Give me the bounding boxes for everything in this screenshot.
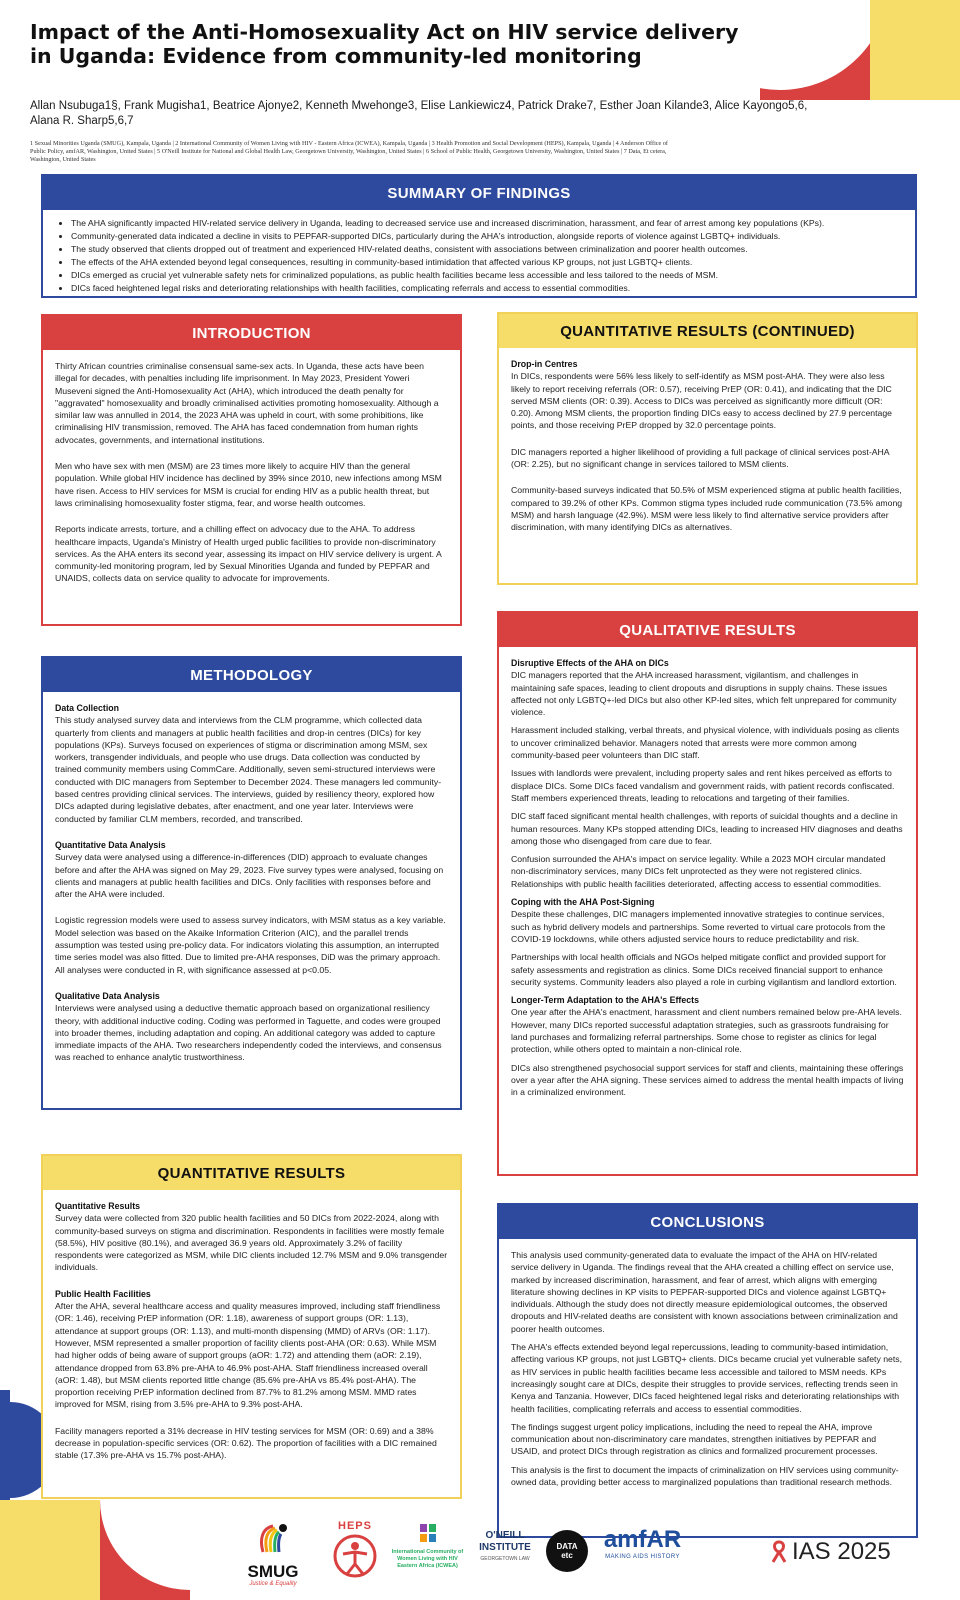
dic-managers-text: DIC managers reported a higher likelihood of providing a full package of clinical services post-AHA (OR: 2.25), but no significant change in services tailored to MSM clients. [511, 446, 890, 470]
quant-results-subtitle: Quantitative Results [55, 1201, 141, 1211]
amfar-logo [595, 1526, 690, 1582]
decor-top-right [760, 0, 960, 100]
heps-label: HEPS [338, 1520, 372, 1532]
data-collection-title: Data Collection [55, 703, 120, 713]
qual-analysis-title: Qualitative Data Analysis [55, 990, 160, 1001]
author-list: Allan Nsubuga1§, Frank Mugisha1, Beatrice Ajonye2, Kenneth Mwehonge3, Elise Lankiewicz4, Patrick Drake7, Esther Joan Kilande3, Alice Kayongo5,6, Alana R. Sharp5,6,7 [30, 100, 808, 127]
qual-paragraph: Despite these challenges, DIC managers implemented innovative strategies to continue services, such as hybrid delivery models and partnerships. Some reverted to virtual care protocols from the COVID-19 lockdowns, while others adjusted service hours to reduce predictability and risk. [511, 909, 886, 944]
smug-logo [238, 1522, 308, 1588]
conclusions-panel [497, 1203, 918, 1538]
quant-analysis-text: Survey data were analysed using a difference-in-differences (DID) approach to evaluate changes before and after the AHA was signed on May 29, 2023. Five survey types were analysed, focusing on clients and managers at public health facilities and DICs. Only facilities with responses before and after the AHA were included. [55, 852, 444, 900]
drop-in-centres-text: In DICs, respondents were 56% less likely to self-identify as MSM post-AHA. They were also less likely to report receiving referrals (OR: 0.57), receiving PrEP (OR: 0.41), and indicating that the DIC served MSM clients (OR: 0.39). Access to DICs was perceived as significantly more difficult (OR: 0.20). Among MSM clients, the proportion finding DICs easy to access declined by 27.9 percentage points, and those receiving PrEP dropped by 32.0 percentage points. [511, 371, 893, 431]
methodology-heading: METHODOLOGY [43, 658, 460, 692]
summary-item: • Community-generated data indicated a decline in visits to PEPFAR-supported DICs, particularly during the AHA's introduction, alongside reports of violence against LGBTQ+ individuals. [71, 230, 903, 243]
data-collection-text: This study analysed survey data and interviews from the CLM programme, which collected data quarterly from clients and managers at public health facilities and drop-in centres (DICs) for key populations (KPs). Surveys focused on experiences of stigma or discrimination among MSM, sex workers, transgender individuals, and people who use drugs. Data collection was conducted by trained community members using CommCare. Additionally, seven semi-structured interviews were conducted with DIC managers from September to December 2024. These managers led community-based centres providing clinical services. The interviews, guided by resiliency theory, explored how DICs adapted during legislative debates, after enactment, and one year later. Interviews were conducted by familiar CLM members, recorded, and transcribed. [55, 715, 442, 824]
summary-item: • DICs emerged as crucial yet vulnerable safety nets for criminalized populations, as public health facilities became less accessible and less tailored to the needs of MSM. [71, 269, 903, 282]
quant-results-panel [41, 1154, 462, 1499]
icwea-emblem-icon [418, 1522, 438, 1544]
red-ribbon-icon [770, 1540, 788, 1564]
summary-item: • DICs faced heightened legal risks and deteriorating relationships with health facilities, complicating referrals and access to essential commodities. [71, 282, 903, 295]
rainbow-figure-icon [253, 1522, 293, 1558]
data-etc-logo [546, 1530, 588, 1572]
oneill-label: O'NEILL INSTITUTE [479, 1530, 531, 1553]
quant-analysis-title: Quantitative Data Analysis [55, 839, 166, 850]
drop-in-centres-title: Drop-in Centres [511, 359, 578, 369]
qual-analysis-text: Interviews were analysed using a deductive thematic approach based on organizational resiliency theory, with additional inductive coding. Coding was performed in Taguette, and codes were grouped into broader themes, including adaptation and coping. An additional category was added to capture immediate impacts of the AHA. Two researchers independently coded the interviews, and consensus was reached to enhance analytic trustworthiness. [55, 1003, 442, 1063]
summary-item: • The AHA significantly impacted HIV-related service delivery in Uganda, leading to decreased service use and increased discrimination, harassment, and fear of arrest among key populations (KPs). [71, 217, 903, 230]
summary-heading: SUMMARY OF FINDINGS [43, 176, 915, 210]
quant-results-text: Survey data were collected from 320 public health facilities and 50 DICs from 2022-2024, along with community-based surveys on stigma and discrimination. Respondents in facilities were mostly female (58.5%), HIV positive (80.1%), and averaged 36.9 years old. Approximately 3.2% of facility respondents were categorized as MSM, while DIC clients included 12.7% MSM and 9.0% transgender individuals. [55, 1213, 448, 1273]
qual-paragraph: DIC staff faced significant mental health challenges, with reports of suicidal thoughts and a decline in human resources. Many KPs stopped attending DICs, leading to increased HIV diagnoses and deaths among those who disengaged from care due to fear. [511, 811, 903, 846]
qual-paragraph: Partnerships with local health officials and NGOs helped mitigate conflict and provided support for safety assessments and registration as clinics. Some DICs received financial support to enhance security systems. Community leaders also played a role in curbing vigilantism and landlord extortion. [511, 952, 897, 987]
community-surveys-text: Community-based surveys indicated that 50.5% of MSM experienced stigma at public health facilities, compared to 39.2% of other KPs. Common stigma types included rude communication (73.5% among MSM) and harsh language (42.9%). MSM were less likely to find alternative service providers after discrimination, with many identifying DICs as alternatives. [511, 485, 903, 533]
summary-panel [41, 174, 917, 298]
qual-paragraph: DIC managers reported that the AHA increased harassment, vigilantism, and challenges in maintaining safe spaces, leading to client dropouts and disruptions in supply chains. These issues affected not only LGBTQ+-led DICs but also other KP-led sites, which felt unprepared for community violence. [511, 670, 897, 718]
intro-paragraph: Men who have sex with men (MSM) are 23 times more likely to acquire HIV than the general population. While global HIV incidence has declined by 39% since 2010, new infections among MSM have risen. Access to HIV services for MSM is crucial for ending HIV as a public health threat, but laws criminalising homosexuality foster stigma, fear, and worse health outcomes. [55, 461, 442, 508]
smug-tagline: Justice & Equality [249, 1581, 297, 1587]
conclusions-heading: CONCLUSIONS [499, 1205, 916, 1239]
coping-title: Coping with the AHA Post-Signing [511, 897, 655, 908]
qual-paragraph: One year after the AHA's enactment, harassment and client numbers remained below pre-AHA levels. However, many DICs reported successful adaptation strategies, such as grassroots fundraising for land purchases and formalizing referral partnerships. Some chose to register as clinics for legal protection, while others opted to maintain a non-clinical role. [511, 1007, 902, 1055]
icwea-logo [390, 1522, 465, 1586]
introduction-heading: INTRODUCTION [43, 316, 460, 350]
qual-results-panel [497, 611, 918, 1176]
qual-paragraph: Harassment included stalking, verbal threats, and physical violence, with individuals posing as clients to uncover criminalized behavior. Managers noted that arrests were more common among community-based peer volunteers than DIC staff. [511, 725, 900, 761]
amfar-tagline: MAKING AIDS HISTORY [605, 1554, 680, 1560]
long-term-title: Longer-Term Adaptation to the AHA's Effects [511, 995, 699, 1006]
methodology-panel [41, 656, 462, 1110]
qual-paragraph: Confusion surrounded the AHA's impact on service legality. While a 2023 MOH circular mandated non-discriminatory services, many DICs felt unprotected as they were not registered clinics. Relationships with public health facilities deteriorated, affecting access to essential commodities. [511, 854, 886, 889]
affiliations: 1 Sexual Minorities Uganda (SMUG), Kampala, Uganda | 2 International Community of Women Living with HIV - Eastern Africa (ICWEA), Kampala, Uganda | 3 Health Promotion and Social Development (HEPS), Kampala, Uganda | 4 Anderson Office of Public Policy, amfAR, Washington, United States | 5 O'Neill Institute for National and Global Health Law, Georgetown University, Washington, United States | 6 School of Public Health, Georgetown University, Washington, United States | 7 Data, Et cetera, Washington, United States [30, 140, 668, 163]
ias-label: IAS 2025 [792, 1538, 891, 1565]
summary-item: • The effects of the AHA extended beyond legal consequences, resulting in community-based intimidation that affected various KP groups, not just LGBTQ+ clients. [71, 256, 903, 269]
disruptive-effects-title: Disruptive Effects of the AHA on DICs [511, 658, 669, 668]
conclusions-paragraph: This analysis used community-generated data to evaluate the impact of the AHA on HIV-related service delivery in Uganda. The findings reveal that the AHA created a chilling effect on service use, marked by increased discrimination, harassment, and fear of arrest, which aligns with emerging literature showing declines in KP visits to PEPFAR-supported DICs and violence against LGBTQ+ individuals. Although the study does not directly measure epidemiological outcomes, the observed dropouts and HIV-related deaths are consistent with known associations between criminalization and poorer health outcomes. [511, 1250, 898, 1334]
qual-paragraph: DICs also strengthened psychosocial support services for staff and clients, maintaining these offerings over a year after the AHA signing. These services aimed to address the mental health impacts of living in a criminalized environment. [511, 1062, 904, 1098]
smug-label: SMUG [247, 1562, 299, 1581]
decor-white-corner [910, 0, 960, 35]
poster-title: Impact of the Anti-Homosexuality Act on HIV service delivery in Uganda: Evidence from community-led monitoring [30, 20, 739, 68]
conclusions-paragraph: This analysis is the first to document the impacts of criminalization on HIV services using community-owned data, providing better access to marginalized populations than traditional research methods. [511, 1464, 899, 1488]
oneill-logo [470, 1530, 540, 1582]
quant-results-heading: QUANTITATIVE RESULTS [43, 1156, 460, 1190]
public-health-facilities-title: Public Health Facilities [55, 1288, 151, 1299]
ias-logo [770, 1532, 920, 1572]
data-etc-label: DATA etc [556, 1542, 578, 1560]
quant-continued-heading: QUANTITATIVE RESULTS (CONTINUED) [499, 314, 916, 348]
summary-item: • The study observed that clients dropped out of treatment and experienced HIV-related deaths, consistent with associations between criminalization and poorer health outcomes. [71, 243, 903, 256]
intro-paragraph: Reports indicate arrests, torture, and a chilling effect on advocacy due to the AHA. To address healthcare impacts, Uganda's Ministry of Health urged public facilities to provide non-discriminatory services. As the AHA enters its second year, assessing its impact on HIV service delivery is urgent. A community-led monitoring program, led by Sexual Minorities Uganda and funded by PEPFAR and UNAIDS, collects data on service quality to advocate for improvements. [55, 524, 442, 584]
decor-yellow-bottom [0, 1500, 100, 1600]
quant-analysis-text: Logistic regression models were used to assess survey indicators, with MSM status as a key variable. Model selection was based on the Akaike Information Criterion (AIC), and the parallel trends assumption was tested using pre-policy data. For indicators violating this assumption, an interrupted time series model was also fitted. Due to limited pre-AHA responses, DiD was the primary approach. All analyses were conducted in R, with significance assessed at p<0.05. [55, 915, 446, 975]
intro-paragraph: Thirty African countries criminalise consensual same-sex acts. In Uganda, these acts have been illegal for decades, with penalties including life imprisonment. In May 2023, President Yoweri Museveni signed the Anti-Homosexuality Act (AHA), which introduced the death penalty for "aggravated" homosexuality and broadly criminalised activities promoting homosexuality. Although a similar law was annulled in 2014, the 2023 AHA was upheld in court, with some prohibitions, like criminalising HIV transmission, removed. The AHA has faced condemnation from human rights advocates, governments, and international institutions. [55, 361, 439, 445]
conclusions-paragraph: The AHA's effects extended beyond legal repercussions, leading to community-based intimidation, affecting various KP groups, not just LGBTQ+ clients. DICs became crucial yet vulnerable safety nets, as HIV services in public health facilities became less accessible and tailored to MSM needs. KPs increasingly sought care at DICs, despite their struggles to provide services, reflecting trends seen in Kenya and Tanzania. However, DICs faced heightened legal risks and deteriorating relationships with health facilities, complicating referrals and access to essential commodities. [511, 1342, 903, 1414]
icwea-label: International Community of Women Living with HIV Eastern Africa (ICWEA) [391, 1549, 464, 1569]
people-circle-icon [327, 1532, 383, 1580]
amfar-label: amfAR [603, 1526, 682, 1553]
public-health-facilities-text: After the AHA, several healthcare access and quality measures improved, including staff friendliness (OR: 1.46), receiving PrEP information (OR: 1.18), awareness of support groups (OR: 1.13), attendance at support groups (OR: 1.13), and multi-month dispensing (MMD) of ARVs (OR: 1.17). However, MSM represented a smaller proportion of facility clients post-AHA (OR: 0.63). While MSM had higher odds of being aware of support groups (aOR: 1.72) and attending them (aOR: 2.19), attendance dropped from 63.8% pre-AHA to 46.9% post-AHA. Staff friendliness increased overall (aOR: 1.48), but MSM clients reported little change (85.6% pre-AHA vs 85.4% post-AHA). The proportion receiving PrEP information declined from 87.7% to 81.2% among MSM. MMD rates improved for MSM, rising from 3.5% pre-AHA to 9.3% post-AHA. [55, 1301, 441, 1410]
quant-continued-panel [497, 312, 918, 585]
summary-list [55, 217, 903, 295]
qual-results-heading: QUALITATIVE RESULTS [499, 613, 916, 647]
logo-strip [230, 1518, 930, 1593]
introduction-panel [41, 314, 462, 626]
qual-paragraph: Issues with landlords were prevalent, including property sales and rent hikes perceived as efforts to displace DICs. Some DICs faced vandalism and government raids, with patient records confiscated. Staff members experienced threats, leading to relocations and targeting of their families. [511, 768, 895, 803]
heps-logo [320, 1520, 390, 1588]
oneill-sub: GEORGETOWN LAW [480, 1556, 530, 1562]
facility-managers-text: Facility managers reported a 31% decrease in HIV testing services for MSM (OR: 0.69) and a 38% decrease in population-specific services (OR: 0.62). The proportion of facilities with a DIC remained stable (17.3% pre-AHA vs 15.7% post-AHA). [55, 1425, 437, 1461]
conclusions-paragraph: The findings suggest urgent policy implications, including the need to repeal the AHA, improve communication about non-discriminatory care mandates, strengthen initiatives by PEPFAR and USAID, and protect DICs through registration as clinics and formalized procurement processes. [511, 1421, 878, 1457]
